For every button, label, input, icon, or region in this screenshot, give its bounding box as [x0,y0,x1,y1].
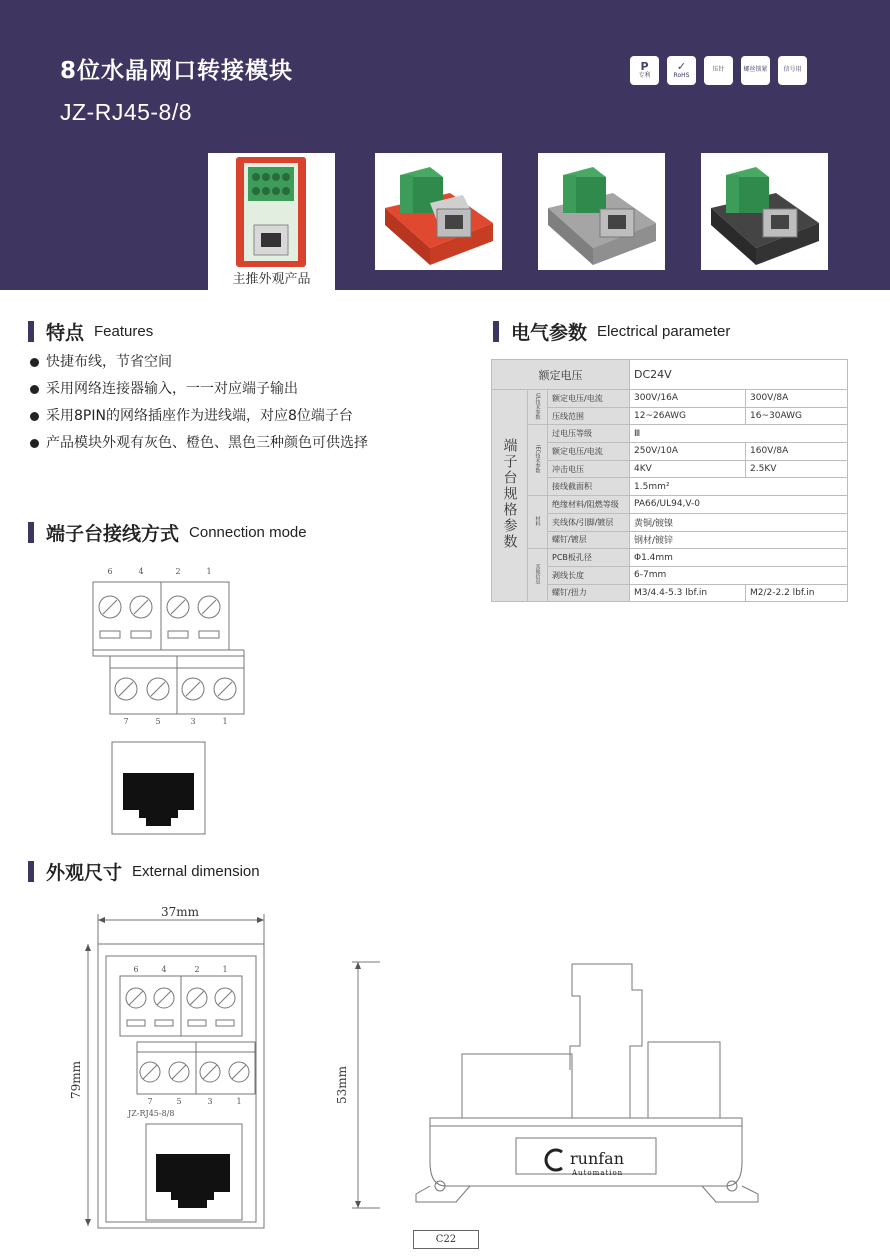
pin-label: 1 [222,717,228,726]
product-photo-orange [375,153,502,270]
photo-caption: 主推外观产品 [208,270,335,290]
product-photo-top-view [208,153,335,270]
material-label: 材料 [528,496,548,549]
feature-badges [630,56,807,85]
table-row: 螺钉/扭力 M3/4.4-5.3 lbf.in M2/2-2.2 lbf.in [492,584,848,602]
dimension-heading: 外观尺寸 External dimension [28,858,260,885]
side-dimension-drawing [330,950,770,1220]
features-heading: 特点 Features [28,318,153,345]
group-label: 端子台规格参数 [492,390,528,602]
table-row: 剥线长度 6-7mm [492,566,848,584]
pin-label: 5 [176,1097,182,1106]
parameter-table [491,359,848,602]
list-item: 产品模块外观有灰色、橙色、黑色三种颜色可供选择 [30,433,368,460]
other-label: 其他信息 [528,549,548,602]
rohs-check-icon: ✓ RoHS [667,56,696,85]
pin-label: 3 [190,717,196,726]
header-band [0,0,890,290]
table-row [492,360,848,390]
width-label: 37mm [160,905,200,919]
product-model: JZ-RJ45-8/8 [60,99,193,125]
table-row: 接线截面积 1.5mm² [492,478,848,496]
ul-label: UL技术参数 [528,390,548,425]
svg-text:Automation: Automation [572,1169,624,1177]
table-row: 材料 绝缘材料/阻燃等级 PA66/UL94,V-0 [492,496,848,514]
table-row: 端子台规格参数 UL技术参数 额定电压/电流 300V/16A 300V/8A [492,390,848,408]
patent-icon: P 专利 [630,56,659,85]
bullet-icon [30,439,39,448]
product-photo-grey [538,153,665,270]
bullet-icon [30,358,39,367]
table-row: 夹线体/引脚/镀层 黄铜/镀镍 [492,513,848,531]
rj45-port-icon [156,1154,230,1208]
heading-bar [28,861,34,882]
pin-label: 1 [222,965,228,974]
pin-label: 4 [138,567,144,576]
iec-label: IEC技术参数 [528,425,548,496]
table-row: IEC技术参数 过电压等级 Ⅲ [492,425,848,443]
height-label: 79mm [69,1060,83,1100]
pin-label: 3 [207,1097,213,1106]
svg-text:runfan: runfan [570,1149,625,1168]
bullet-icon [30,412,39,421]
brand-logo [546,1149,624,1177]
pin-label: 6 [133,965,139,974]
model-label: JZ-RJ45-8/8 [128,1109,175,1118]
pin-label: 7 [147,1097,153,1106]
product-title: 8位水晶网口转接模块 [60,58,294,84]
table-row: 冲击电压 4KV 2.5KV [492,460,848,478]
pin-label: 2 [175,567,181,576]
front-dimension-drawing [60,900,280,1235]
signal-icon: 信号用 [778,56,807,85]
heading-bar [28,522,34,543]
pin-label: 5 [155,717,161,726]
pin-label: 7 [123,717,129,726]
electrical-heading: 电气参数 Electrical parameter [493,318,730,345]
table-row: 额定电压/电流 250V/10A 160V/8A [492,443,848,461]
screw-icon [115,678,236,700]
pin-label: 2 [194,965,200,974]
heading-bar [493,321,499,342]
side-height-label: 53mm [335,1065,349,1105]
rated-voltage-value: DC24V [630,360,848,390]
list-item: 快捷布线，节省空间 [30,352,368,379]
screw-icon [140,1062,249,1082]
heading-bar [28,321,34,342]
table-row: 其他信息 PCB板孔径 Φ1.4mm [492,549,848,567]
pin-label: 6 [107,567,113,576]
product-photos [0,153,890,273]
product-photo-black [701,153,828,270]
list-item: 采用网络连接器输入，一一对应端子输出 [30,379,368,406]
connection-diagram [80,562,260,842]
list-item: 采用8PIN的网络插座作为进线端，对应8位端子台 [30,406,368,433]
pin-label: 1 [206,567,212,576]
feature-list [30,352,368,460]
screw-lock-icon: 螺丝锁紧 [741,56,770,85]
press-pin-icon: 压针 [704,56,733,85]
page-number: C22 [413,1230,479,1249]
pin-label: 4 [161,965,167,974]
rated-voltage-label: 额定电压 [492,360,630,390]
table-row: 压线范围 12~26AWG 16~30AWG [492,407,848,425]
rj45-port-icon [123,773,194,826]
bullet-icon [30,385,39,394]
connection-heading: 端子台接线方式 Connection mode [28,519,307,546]
screw-icon [99,596,220,618]
table-row: 螺钉/镀层 钢材/镀锌 [492,531,848,549]
pin-label: 1 [236,1097,242,1106]
